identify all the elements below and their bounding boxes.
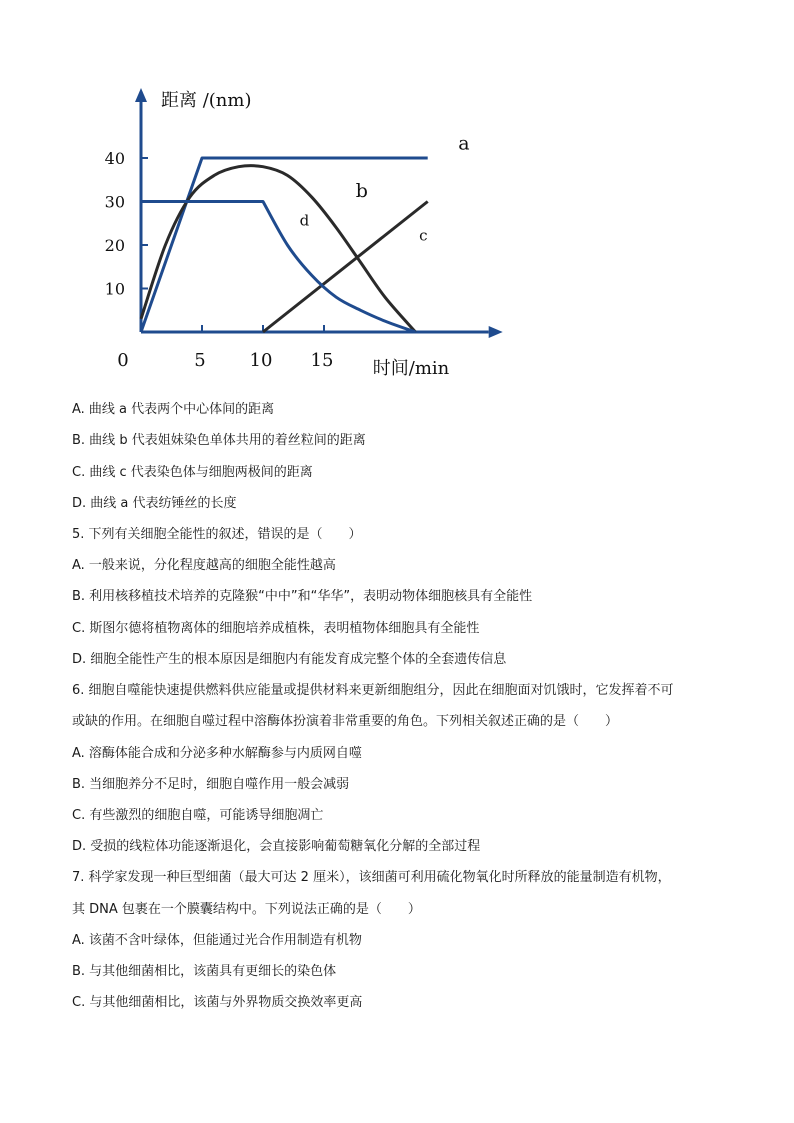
chart-series	[141, 158, 428, 332]
option-7b: B. 与其他细菌相比，该菌具有更细长的染色体	[72, 964, 337, 979]
y-axis-arrow	[135, 88, 147, 102]
option-4d: D. 曲线 a 代表纺锤丝的长度	[72, 496, 237, 511]
option-6a: A. 溶酶体能合成和分泌多种水解酶参与内质网自噬	[72, 746, 362, 761]
y-tick-label: 30	[104, 192, 125, 212]
option-6b: B. 当细胞养分不足时，细胞自噬作用一般会减弱	[72, 777, 350, 792]
question-5-stem: 5. 下列有关细胞全能性的叙述，错误的是（ ）	[72, 527, 362, 542]
x-axis-label: 时间/min	[372, 358, 450, 379]
series-line-d	[141, 202, 416, 333]
option-4a: A. 曲线 a 代表两个中心体间的距离	[72, 402, 275, 417]
x-tick-label: 15	[310, 350, 334, 371]
series-label-c: c	[419, 226, 428, 245]
y-axis-label: 距离 /(nm)	[161, 90, 252, 111]
x-tick-label: 5	[194, 350, 206, 371]
y-tick-label: 10	[104, 279, 125, 299]
x-tick-label: 10	[249, 350, 273, 371]
distance-time-chart	[95, 80, 505, 385]
question-6-stem-2: 或缺的作用。在细胞自噬过程中溶酶体扮演着非常重要的角色。下列相关叙述正确的是（ ）	[72, 714, 619, 729]
y-tick-label: 20	[104, 236, 125, 255]
x-axis-arrow	[489, 326, 503, 338]
option-5d: D. 细胞全能性产生的根本原因是细胞内有能发育成完整个体的全套遗传信息	[72, 652, 507, 667]
series-line-a	[141, 158, 428, 332]
chart-labels	[105, 90, 470, 379]
series-line-c	[263, 202, 428, 333]
chart-axes	[135, 88, 503, 338]
series-label-b: b	[355, 180, 368, 203]
option-6d: D. 受损的线粒体功能逐渐退化，会直接影响葡萄糖氧化分解的全部过程	[72, 839, 481, 854]
series-line-b	[141, 166, 416, 332]
option-4b: B. 曲线 b 代表姐妹染色单体共用的着丝粒间的距离	[72, 433, 366, 448]
option-7c: C. 与其他细菌相比，该菌与外界物质交换效率更高	[72, 995, 363, 1010]
option-5c: C. 斯图尔德将植物离体的细胞培养成植株，表明植物体细胞具有全能性	[72, 621, 480, 636]
series-label-d: d	[299, 211, 310, 230]
option-5a: A. 一般来说，分化程度越高的细胞全能性越高	[72, 558, 336, 573]
option-5b: B. 利用核移植技术培养的克隆猴“中中”和“华华”，表明动物体细胞核具有全能性	[72, 589, 533, 604]
question-6-stem-1: 6. 细胞自噬能快速提供燃料供应能量或提供材料来更新细胞组分，因此在细胞面对饥饿时，它发挥着不可	[72, 683, 674, 698]
series-label-a: a	[458, 132, 470, 155]
question-7-stem-2: 其 DNA 包裹在一个膜囊结构中。下列说法正确的是（ ）	[72, 902, 421, 917]
question-7-stem-1: 7. 科学家发现一种巨型细菌（最大可达 2 厘米），该细菌可利用硫化物氧化时所释放的能量制造有机物，	[72, 870, 671, 885]
option-6c: C. 有些激烈的细胞自噬，可能诱导细胞凋亡	[72, 808, 324, 823]
option-7a: A. 该菌不含叶绿体，但能通过光合作用制造有机物	[72, 933, 362, 948]
option-4c: C. 曲线 c 代表染色体与细胞两极间的距离	[72, 465, 313, 480]
x-tick-label: 0	[117, 350, 129, 371]
y-tick-label: 40	[104, 149, 125, 168]
